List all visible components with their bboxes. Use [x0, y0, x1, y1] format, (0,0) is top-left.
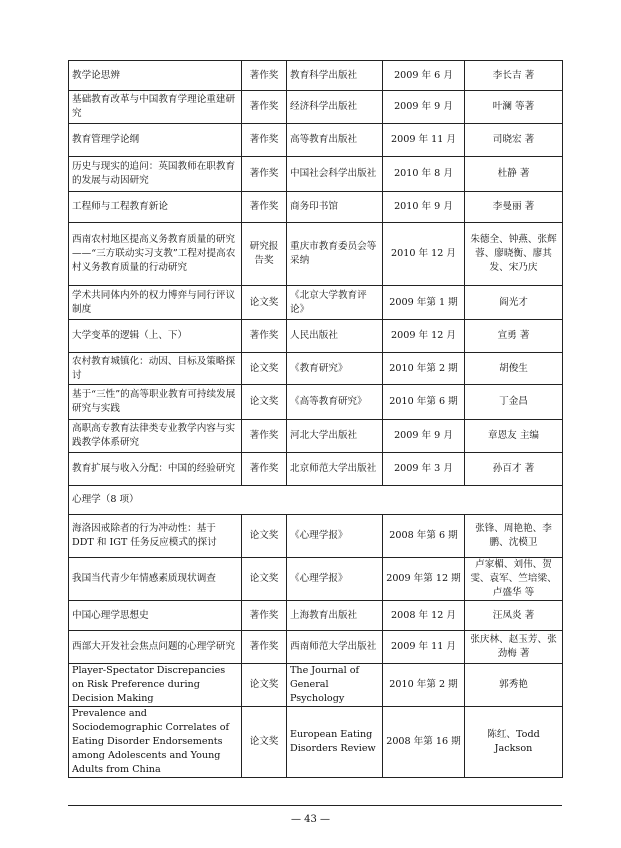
date-cell: 2009 年 6 月 — [383, 61, 465, 91]
table-row — [69, 420, 563, 453]
author-cell: 朱德全、钟燕、张辉蓉、廖晓衡、廖其发、宋乃庆 — [465, 223, 563, 286]
work-title-cell: 历史与现实的追问：英国教师在职教育的发展与动因研究 — [69, 157, 242, 192]
publisher-cell: 经济科学出版社 — [287, 91, 383, 124]
award-type-cell: 著作奖 — [242, 61, 287, 91]
author-cell: 陈红、Todd Jackson — [465, 707, 563, 778]
table-row — [69, 385, 563, 420]
table-row — [69, 192, 563, 223]
work-title-cell: 教育管理学论纲 — [69, 124, 242, 157]
table-row — [69, 223, 563, 286]
author-cell: 汪凤炎 著 — [465, 601, 563, 631]
publisher-cell: 《高等教育研究》 — [287, 385, 383, 420]
author-cell: 司晓宏 著 — [465, 124, 563, 157]
awards-table-body — [69, 61, 563, 778]
publisher-cell: 《教育研究》 — [287, 353, 383, 385]
table-row — [69, 664, 563, 707]
date-cell: 2010 年第 2 期 — [383, 353, 465, 385]
publisher-cell: 商务印书馆 — [287, 192, 383, 223]
author-cell: 丁金昌 — [465, 385, 563, 420]
work-title-cell: 西部大开发社会焦点问题的心理学研究 — [69, 631, 242, 664]
work-title-cell: 高职高专教育法律类专业教学内容与实践教学体系研究 — [69, 420, 242, 453]
publisher-cell: 重庆市教育委员会等采纳 — [287, 223, 383, 286]
author-cell: 李长吉 著 — [465, 61, 563, 91]
table-row — [69, 707, 563, 778]
work-title-cell: 教育扩展与收入分配：中国的经验研究 — [69, 453, 242, 486]
table-row — [69, 91, 563, 124]
award-type-cell: 论文奖 — [242, 286, 287, 320]
award-type-cell: 著作奖 — [242, 453, 287, 486]
table-row — [69, 558, 563, 601]
award-type-cell: 论文奖 — [242, 707, 287, 778]
award-type-cell: 著作奖 — [242, 320, 287, 353]
date-cell: 2009 年 9 月 — [383, 420, 465, 453]
award-type-cell: 论文奖 — [242, 385, 287, 420]
author-cell: 卢家楣、刘伟、贺雯、袁军、竺培梁、卢盛华 等 — [465, 558, 563, 601]
table-row — [69, 453, 563, 486]
work-title-cell: 基于“三性”的高等职业教育可持续发展研究与实践 — [69, 385, 242, 420]
table-row — [69, 320, 563, 353]
publisher-cell: The Journal of General Psychology — [287, 664, 383, 707]
table-row — [69, 601, 563, 631]
work-title-cell: Prevalence and Sociodemographic Correlates of Eating Disorder Endorsements among Adolescents and Young Adults from China — [69, 707, 242, 778]
publisher-cell: 河北大学出版社 — [287, 420, 383, 453]
date-cell: 2010 年第 6 期 — [383, 385, 465, 420]
footer-divider — [68, 805, 562, 806]
award-type-cell: 论文奖 — [242, 515, 287, 558]
date-cell: 2008 年第 6 期 — [383, 515, 465, 558]
author-cell: 李曼丽 著 — [465, 192, 563, 223]
author-cell: 宣勇 著 — [465, 320, 563, 353]
publisher-cell: 《心理学报》 — [287, 515, 383, 558]
publisher-cell: 高等教育出版社 — [287, 124, 383, 157]
date-cell: 2009 年 3 月 — [383, 453, 465, 486]
awards-table — [68, 60, 563, 778]
date-cell: 2008 年第 16 期 — [383, 707, 465, 778]
table-row — [69, 631, 563, 664]
work-title-cell: 我国当代青少年情感素质现状调查 — [69, 558, 242, 601]
page-footer — [0, 814, 621, 825]
date-cell: 2010 年第 2 期 — [383, 664, 465, 707]
work-title-cell: 工程师与工程教育新论 — [69, 192, 242, 223]
work-title-cell: 农村教育城镇化：动因、目标及策略探讨 — [69, 353, 242, 385]
date-cell: 2010 年 12 月 — [383, 223, 465, 286]
award-type-cell: 著作奖 — [242, 601, 287, 631]
award-type-cell: 著作奖 — [242, 91, 287, 124]
table-row — [69, 286, 563, 320]
publisher-cell: 人民出版社 — [287, 320, 383, 353]
author-cell: 孙百才 著 — [465, 453, 563, 486]
publisher-cell: 西南师范大学出版社 — [287, 631, 383, 664]
author-cell: 张庆林、赵玉芳、张劲梅 著 — [465, 631, 563, 664]
author-cell: 阎光才 — [465, 286, 563, 320]
award-type-cell: 研究报告奖 — [242, 223, 287, 286]
award-type-cell: 著作奖 — [242, 157, 287, 192]
publisher-cell: 北京师范大学出版社 — [287, 453, 383, 486]
section-title: 心理学（8 项） — [69, 486, 563, 515]
award-type-cell: 论文奖 — [242, 558, 287, 601]
author-cell: 章恩友 主编 — [465, 420, 563, 453]
section-header-row — [69, 486, 563, 515]
date-cell: 2010 年 8 月 — [383, 157, 465, 192]
publisher-cell: European Eating Disorders Review — [287, 707, 383, 778]
date-cell: 2009 年 11 月 — [383, 124, 465, 157]
author-cell: 郭秀艳 — [465, 664, 563, 707]
date-cell: 2009 年 12 月 — [383, 320, 465, 353]
date-cell: 2009 年第 12 期 — [383, 558, 465, 601]
publisher-cell: 中国社会科学出版社 — [287, 157, 383, 192]
date-cell: 2009 年第 1 期 — [383, 286, 465, 320]
award-type-cell: 论文奖 — [242, 353, 287, 385]
table-row — [69, 515, 563, 558]
table-row — [69, 157, 563, 192]
work-title-cell: 教学论思辨 — [69, 61, 242, 91]
page-number: — 43 — — [290, 814, 331, 825]
work-title-cell: 中国心理学思想史 — [69, 601, 242, 631]
date-cell: 2010 年 9 月 — [383, 192, 465, 223]
work-title-cell: Player-Spectator Discrepancies on Risk Preference during Decision Making — [69, 664, 242, 707]
award-type-cell: 著作奖 — [242, 420, 287, 453]
author-cell: 杜静 著 — [465, 157, 563, 192]
award-type-cell: 著作奖 — [242, 631, 287, 664]
date-cell: 2009 年 9 月 — [383, 91, 465, 124]
author-cell: 胡俊生 — [465, 353, 563, 385]
work-title-cell: 西南农村地区提高义务教育质量的研究——“三方联动实习支教”工程对提高农村义务教育质量的行动研究 — [69, 223, 242, 286]
work-title-cell: 基础教育改革与中国教育学理论重建研究 — [69, 91, 242, 124]
author-cell: 张锋、周艳艳、李鹏、沈模卫 — [465, 515, 563, 558]
date-cell: 2009 年 11 月 — [383, 631, 465, 664]
award-type-cell: 论文奖 — [242, 664, 287, 707]
table-row — [69, 61, 563, 91]
work-title-cell: 海洛因戒除者的行为冲动性：基于 DDT 和 IGT 任务反应模式的探讨 — [69, 515, 242, 558]
publisher-cell: 《心理学报》 — [287, 558, 383, 601]
publisher-cell: 《北京大学教育评论》 — [287, 286, 383, 320]
award-type-cell: 著作奖 — [242, 124, 287, 157]
date-cell: 2008 年 12 月 — [383, 601, 465, 631]
award-type-cell: 著作奖 — [242, 192, 287, 223]
table-row — [69, 124, 563, 157]
author-cell: 叶澜 等著 — [465, 91, 563, 124]
publisher-cell: 教育科学出版社 — [287, 61, 383, 91]
work-title-cell: 大学变革的逻辑（上、下） — [69, 320, 242, 353]
work-title-cell: 学术共同体内外的权力博弈与同行评议制度 — [69, 286, 242, 320]
table-row — [69, 353, 563, 385]
publisher-cell: 上海教育出版社 — [287, 601, 383, 631]
